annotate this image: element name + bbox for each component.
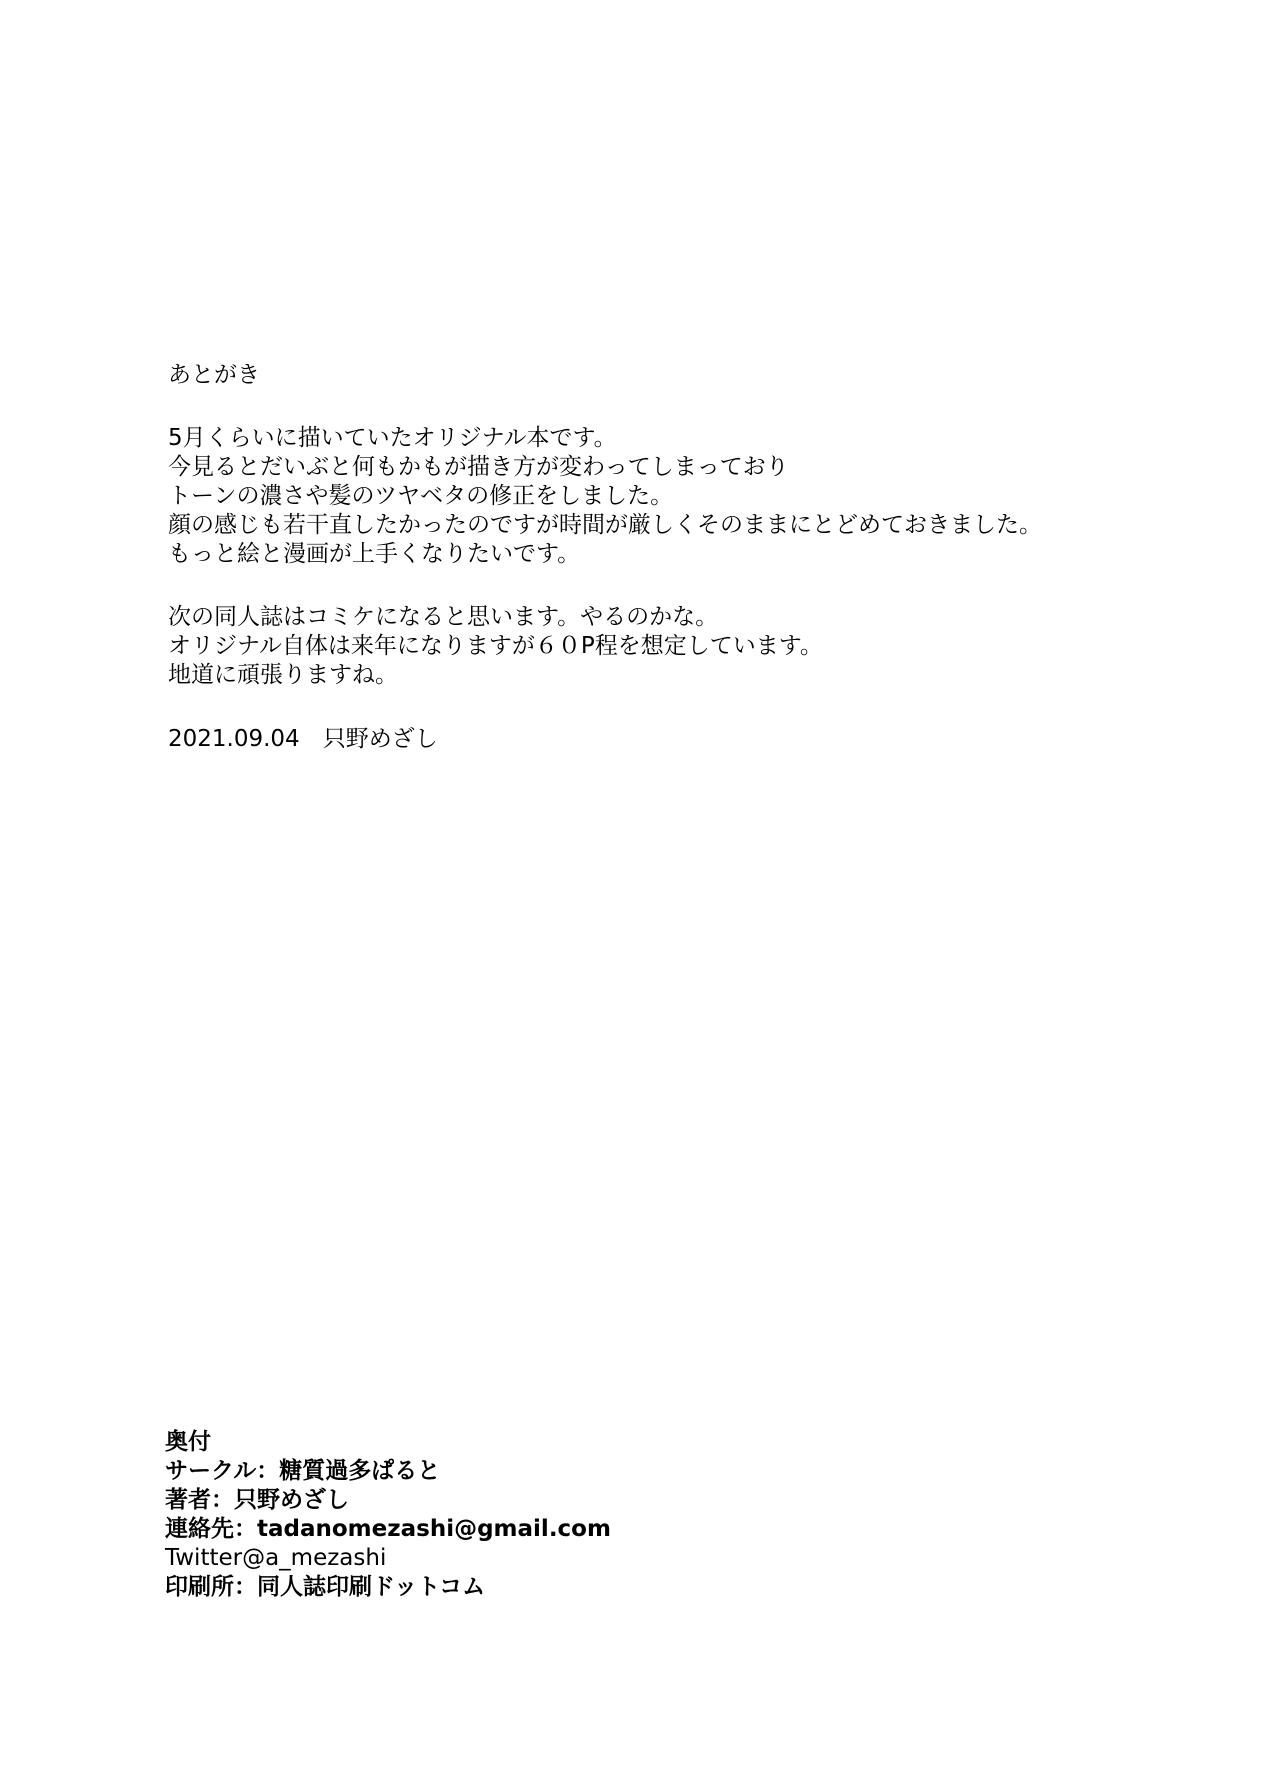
colophon-circle: サークル：糖質過多ぱると <box>165 1458 441 1484</box>
afterword-paragraph-1 <box>168 424 1228 569</box>
afterword-heading: あとがき <box>168 362 260 388</box>
afterword-line: 地道に頑張りますね。 <box>168 662 398 688</box>
colophon-printer: 印刷所：同人誌印刷ドットコム <box>165 1574 486 1600</box>
colophon-section <box>165 1428 865 1602</box>
afterword-signature: 2021.09.04 只野めざし <box>168 726 438 752</box>
afterword-line: トーンの濃さや髪のツヤベタの修正をしました。 <box>168 483 674 509</box>
colophon-contact: 連絡先：tadanomezashi@gmail.com <box>165 1516 611 1542</box>
afterword-line: 5月くらいに描いていたオリジナル本です。 <box>168 425 617 451</box>
afterword-line: 顔の感じも若干直したかったのですが時間が厳しくそのままにとどめておきました。 <box>168 512 1042 538</box>
afterword-line: 今見るとだいぶと何もかもが描き方が変わってしまっており <box>168 454 789 480</box>
afterword-line: オリジナル自体は来年になりますが６０P程を想定しています。 <box>168 633 823 659</box>
afterword-paragraph-2 <box>168 603 1228 690</box>
afterword-line: もっと絵と漫画が上手くなりたいです。 <box>168 541 581 567</box>
colophon-twitter: Twitter@a_mezashi <box>165 1545 387 1571</box>
colophon-author: 著者：只野めざし <box>165 1487 349 1513</box>
afterword-section <box>168 360 1228 754</box>
afterword-line: 次の同人誌はコミケになると思います。やるのかな。 <box>168 604 719 630</box>
colophon-title: 奥付 <box>165 1429 211 1455</box>
